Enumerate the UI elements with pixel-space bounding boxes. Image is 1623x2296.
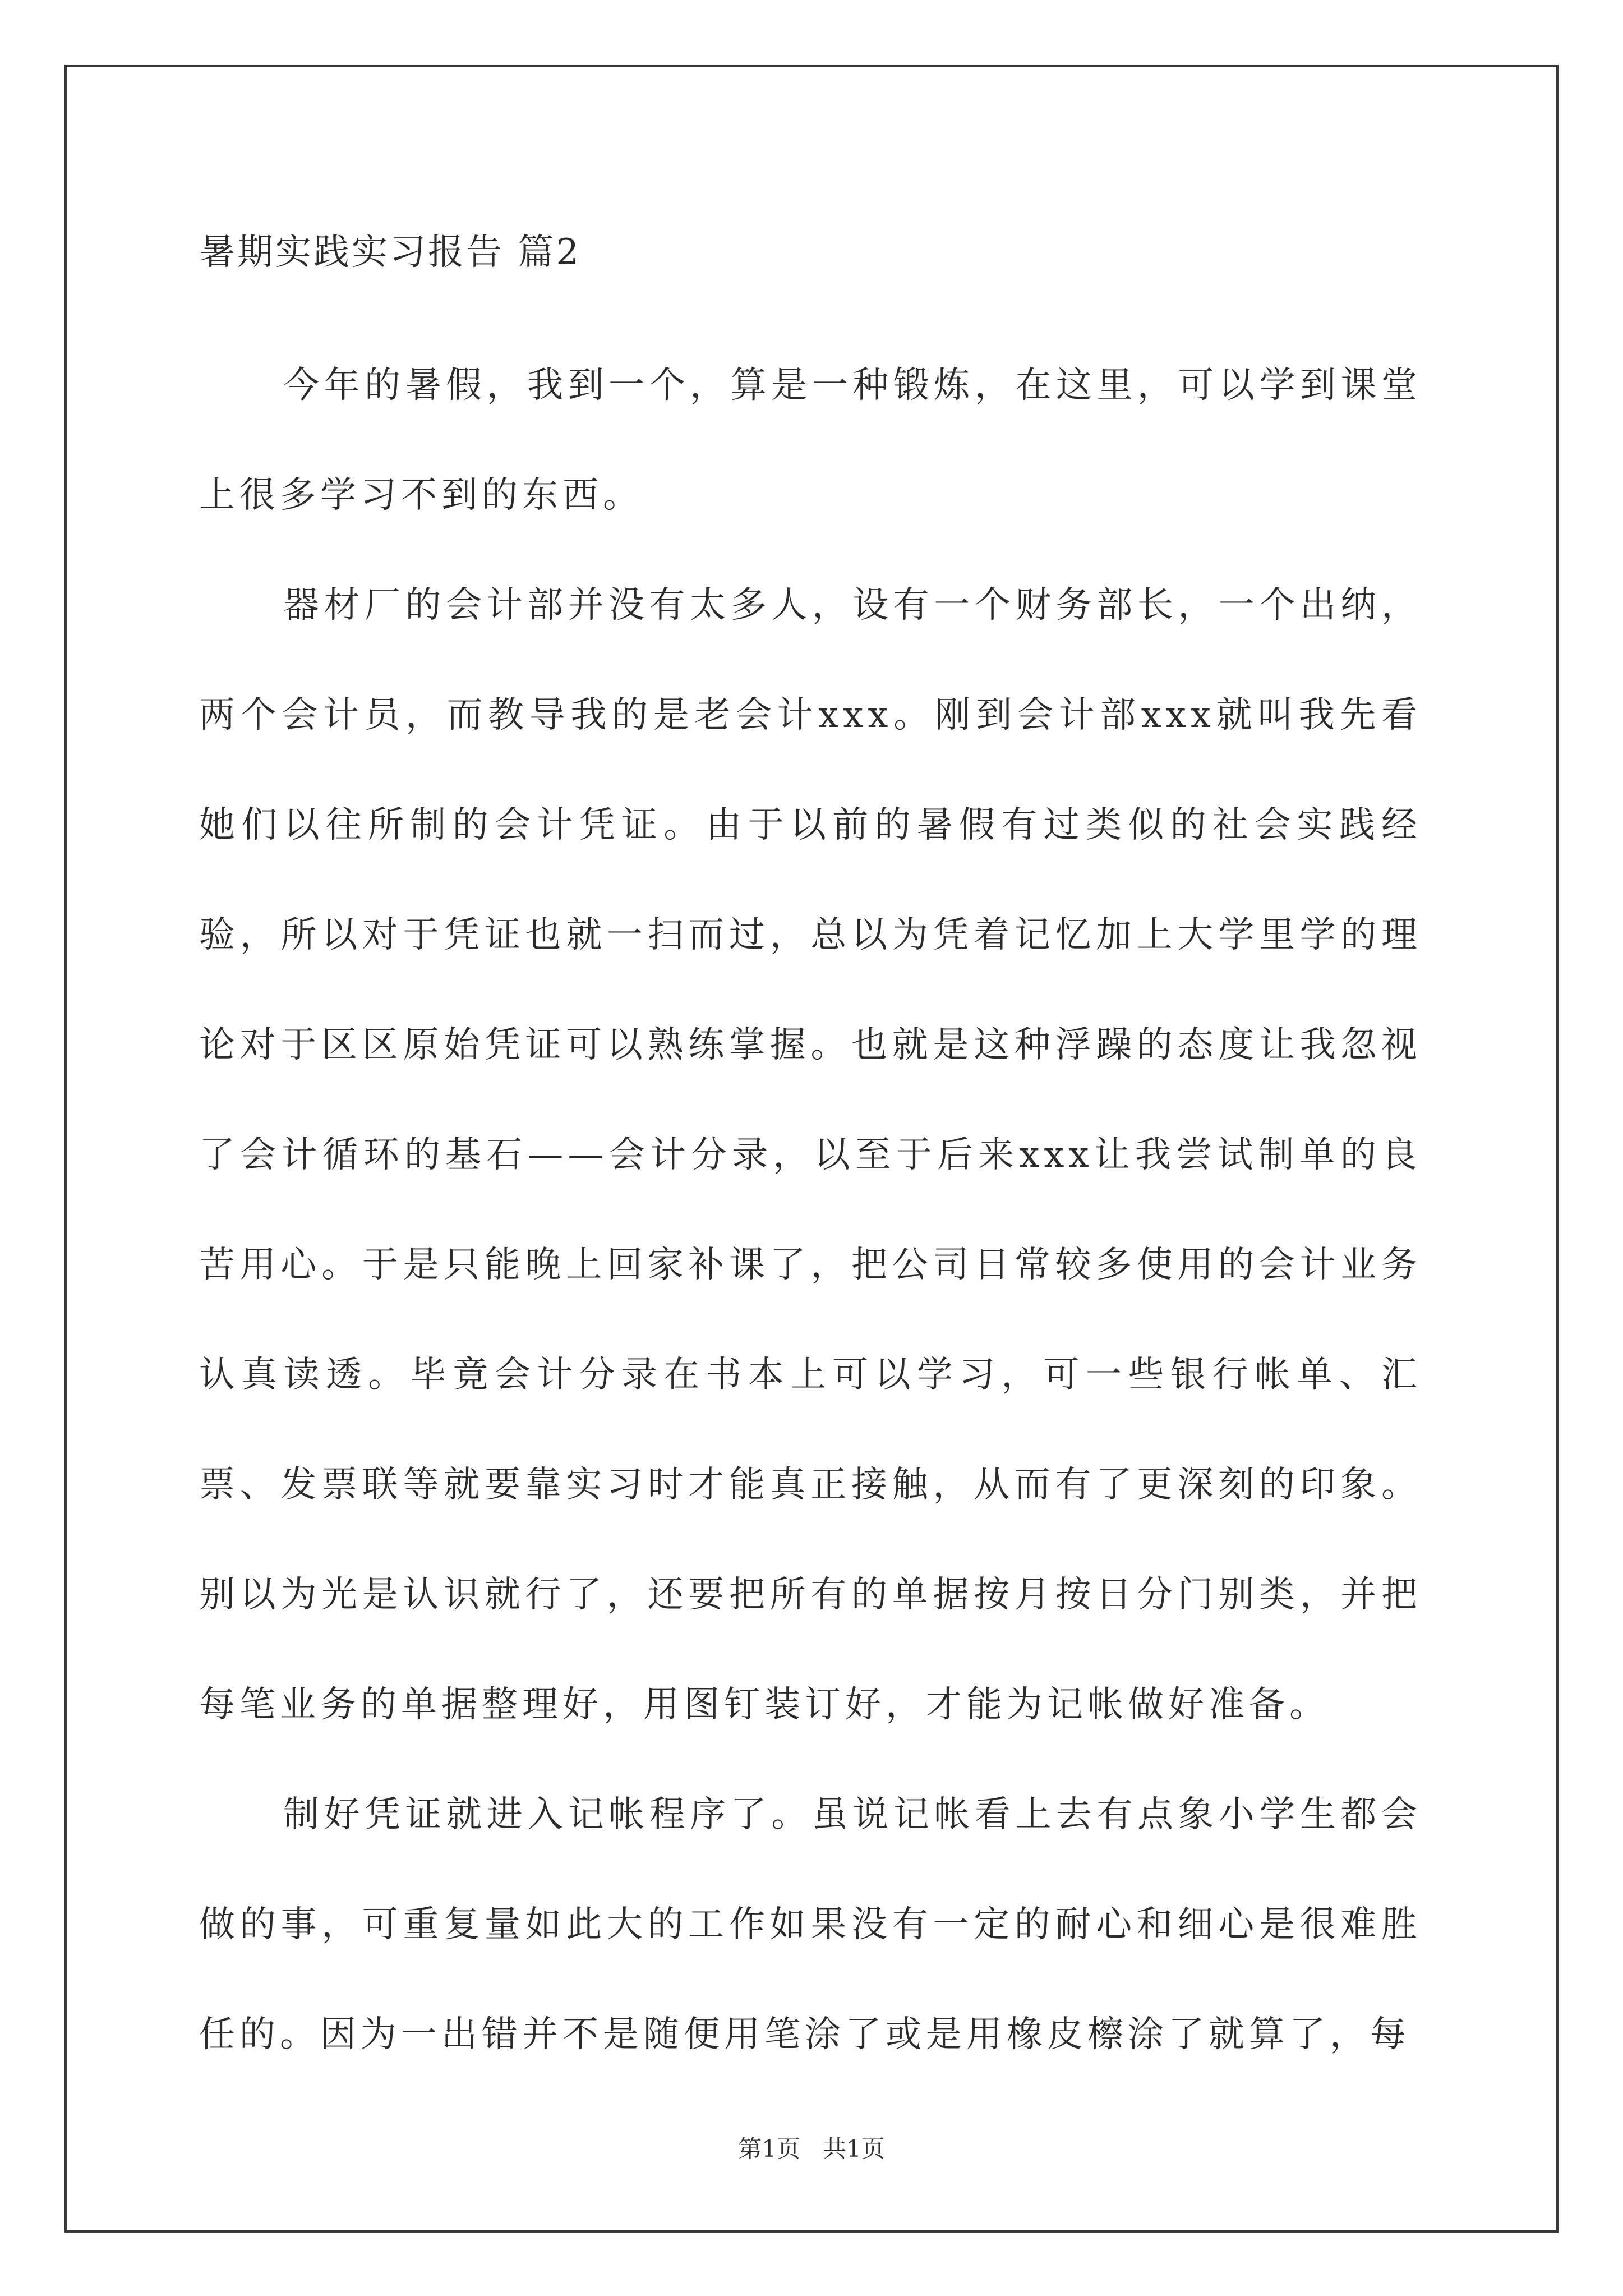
document-body [199,222,1422,2090]
document-title: 暑期实践实习报告 篇2 [199,232,582,273]
paragraph: 制好凭证就进入记帐程序了。虽说记帐看上去有点象小学生都会做的事，可重复量如此大的工作如果没有一定的耐心和细心是很难胜任的。因为一出错并不是随便用笔涂了或是用橡皮檫涂了就算了，每 [199,1794,1422,2055]
page-number-footer: 第1页 共1页 [738,2135,885,2162]
paragraph: 今年的暑假，我到一个，算是一种锻炼，在这里，可以学到课堂上很多学习不到的东西。 [199,365,1422,516]
paragraph: 器材厂的会计部并没有太多人，设有一个财务部长，一个出纳，两个会计员，而教导我的是老会计xxx。刚到会计部xxx就叫我先看她们以往所制的会计凭证。由于以前的暑假有过类似的社会实践经验，所以对于凭证也就一扫而过，总以为凭着记忆加上大学里学的理论对于区区原始凭证可以熟练掌握。也就是这种浮躁的态度让我忽视了会计循环的基石——会计分录，以至于后来xxx让我尝试制单的良苦用心。于是只能晚上回家补课了，把公司日常较多使用的会计业务认真读透。毕竟会计分录在书本上可以学习，可一些银行帐单、汇票、发票联等就要靠实习时才能真正接触，从而有了更深刻的印象。别以为光是认识就行了，还要把所有的单据按月按日分门别类，并把每笔业务的单据整理好，用图钉装订好，才能为记帐做好准备。 [199,585,1422,1726]
